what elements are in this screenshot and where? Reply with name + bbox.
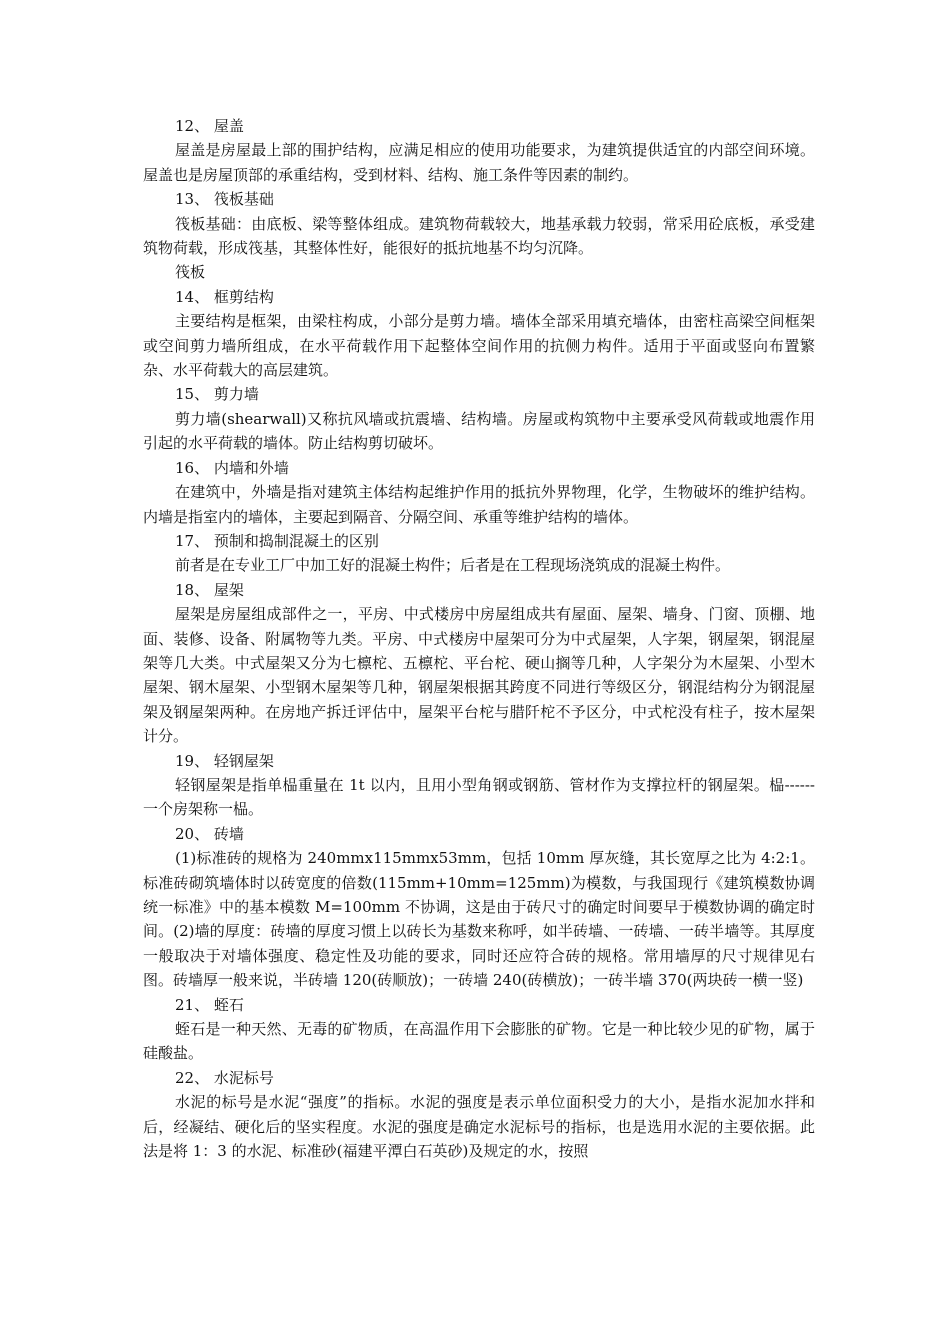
- section-heading: 13、 筏板基础: [175, 190, 274, 209]
- section-paragraph: 筏板基础：由底板、梁等整体组成。建筑物荷载较大，地基承载力较弱，常采用砼底板，承受建筑物荷载，形成筏基，其整体性好，能很好的抵抗地基不均匀沉降。: [143, 214, 815, 258]
- section-heading: 12、 屋盖: [175, 117, 244, 135]
- section-paragraph: 蛭石是一种天然、无毒的矿物质，在高温作用下会膨胀的矿物。它是一种比较少见的矿物，属于硅酸盐。: [143, 1020, 815, 1063]
- section-paragraph: 轻钢屋架是指单榀重量在 1t 以内，且用小型角钢或钢筋、管材作为支撑拉杆的钢屋架。榀------一个房架称一榀。: [143, 775, 815, 819]
- section-paragraph: 主要结构是框架，由梁柱构成，小部分是剪力墙。墙体全部采用填充墙体，由密柱高梁空间框架或空间剪力墙所组成，在水平荷载作用下起整体空间作用的抗侧力构件。适用于平面或竖向布置繁杂、水平荷载大的高层建筑。: [143, 312, 815, 380]
- section-heading: 17、 预制和捣制混凝土的区别: [175, 531, 379, 550]
- section-heading: 14、 框剪结构: [175, 287, 274, 306]
- section-paragraph: 屋盖是房屋最上部的围护结构，应满足相应的使用功能要求，为建筑提供适宜的内部空间环境。屋盖也是房屋顶部的承重结构，受到材料、结构、施工条件等因素的制约。: [143, 141, 815, 184]
- section-heading: 20、 砖墙: [175, 824, 244, 843]
- section-paragraph: 在建筑中，外墙是指对建筑主体结构起维护作用的抵抗外界物理，化学，生物破坏的维护结构。内墙是指室内的墙体，主要起到隔音、分隔空间、承重等维护结构的墙体。: [143, 483, 815, 526]
- section-heading: 16、 内墙和外墙: [175, 458, 289, 477]
- section-paragraph: 筏板: [175, 263, 206, 282]
- section-paragraph: 屋架是房屋组成部件之一，平房、中式楼房中房屋组成共有屋面、屋架、墙身、门窗、顶棚、地面、装修、设备、附属物等九类。平房、中式楼房中屋架可分为中式屋架，人字架，钢屋架，钢混屋架等几大类。中式屋架又分为七檩柁、五檩柁、平台柁、硬山搁等几种，人字架分为木屋架、小型木屋架、钢木屋架、小型钢木屋架等几种，钢屋架根据其跨度不同进行等级区分，钢混结构分为钢混屋架及钢屋架两种。在房地产拆迁评估中，屋架平台柁与腊阡柁不予区分，中式柁没有柱子，按木屋架计分。: [143, 605, 815, 746]
- section-paragraph: (1)标准砖的规格为 240mmx115mmx53mm，包括 10mm 厚灰缝，其长宽厚之比为 4:2:1。标准砖砌筑墙体时以砖宽度的倍数(115mm+10mm=125mm)为模数，与我国现行《建筑模数协调统一标准》中的基本模数 M=100mm 不协调，这是由于砖尺寸的确定时间要早于模数协调的确定时间。(2)墙的厚度：砖墙的厚度习惯上以砖长为基数来称呼，如半砖墙、一砖墙、一砖半墙等。其厚度一般取决于对墙体强度、稳定性及功能的要求，同时还应符合砖的规格。常用墙厚的尺寸规律见右图。砖墙厚一般来说，半砖墙 120(砖顺放)；一砖墙 240(砖横放)；一砖半墙 370(两块砖一横一竖): [143, 849, 815, 990]
- section-heading: 15、 剪力墙: [175, 385, 259, 404]
- section-heading: 18、 屋架: [175, 580, 244, 599]
- section-heading: 21、 蛭石: [175, 995, 244, 1014]
- section-paragraph: 水泥的标号是水泥“强度”的指标。水泥的强度是表示单位面积受力的大小，是指水泥加水拌和后，经凝结、硬化后的坚实程度。水泥的强度是确定水泥标号的指标，也是选用水泥的主要依据。此法是将 1：3 的水泥、标准砂(福建平潭白石英砂)及规定的水，按照: [143, 1093, 815, 1161]
- section-heading: 19、 轻钢屋架: [175, 751, 274, 770]
- document-body: [143, 114, 815, 1163]
- section-heading: 22、 水泥标号: [175, 1068, 274, 1087]
- section-paragraph: 剪力墙(shearwall)又称抗风墙或抗震墙、结构墙。房屋或构筑物中主要承受风荷载或地震作用引起的水平荷载的墙体。防止结构剪切破坏。: [143, 409, 815, 453]
- section-paragraph: 前者是在专业工厂中加工好的混凝土构件；后者是在工程现场浇筑成的混凝土构件。: [175, 556, 731, 575]
